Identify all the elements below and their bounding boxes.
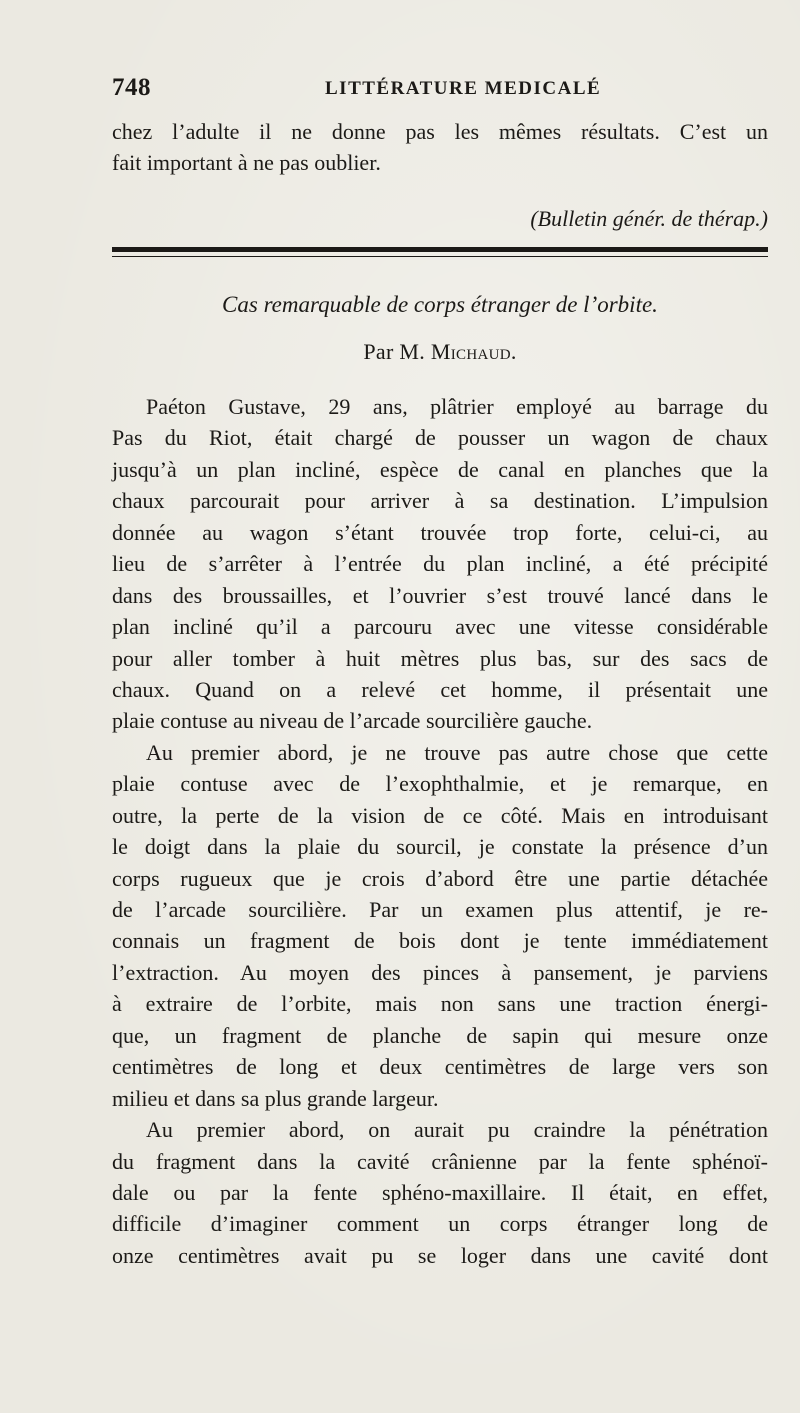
author-prefix: Par M. (363, 339, 426, 364)
page-number: 748 (112, 74, 151, 101)
source-citation: (Bulletin génér. de thérap.) (530, 206, 768, 231)
page-header (112, 74, 767, 106)
text-line: connais un fragment de bois dont je tente immédiatement (112, 928, 768, 954)
text-line: plan incliné qu’il a parcouru avec une vitesse considérable (112, 614, 768, 640)
text-line: lieu de s’arrêter à l’entrée du plan incliné, a été précipité (112, 551, 768, 577)
text-line: l’extraction. Au moyen des pinces à pansement, je parviens (112, 959, 768, 985)
text-line: du fragment dans la cavité crânienne par la fente sphénoï- (112, 1148, 768, 1174)
text-line: Paéton Gustave, 29 ans, plâtrier employé au barrage du (146, 394, 768, 419)
text-line: chez l’adulte il ne donne pas les mêmes résultats. C’est un (112, 119, 768, 144)
text-line: dale ou par la fente sphéno-maxillaire. Il était, en effet, (112, 1179, 768, 1205)
running-head: LITTÉRATURE MEDICALÉ (325, 78, 602, 99)
text-line: fait important à ne pas oublier. (112, 150, 381, 175)
text-line: corps rugueux que je crois d’abord être une partie détachée (112, 865, 768, 891)
text-line: que, un fragment de planche de sapin qui mesure onze (112, 1022, 768, 1048)
text-line: plaie contuse avec de l’exophthalmie, et je remarque, en (112, 771, 768, 797)
text-line: Au premier abord, je ne trouve pas autre chose que cette (146, 739, 768, 765)
text-line: Pas du Riot, était chargé de pousser un wagon de chaux (112, 425, 768, 451)
text-line: pour aller tomber à huit mètres plus bas, sur des sacs de (112, 645, 768, 671)
divider-thin-rule (112, 256, 768, 257)
text-line: centimètres de long et deux centimètres de large vers son (112, 1054, 768, 1080)
text-line: chaux. Quand on a relevé cet homme, il présentait une (112, 676, 768, 702)
text-line: difficile d’imaginer comment un corps étranger long de (112, 1211, 768, 1237)
text-line: donnée au wagon s’étant trouvée trop forte, celui-ci, au (112, 519, 768, 545)
text-line: outre, la perte de la vision de ce côté. Mais en introduisant (112, 802, 768, 828)
text-line: plaie contuse au niveau de l’arcade sourcilière gauche. (112, 708, 593, 734)
text-line: chaux parcourait pour arriver à sa destination. L’impulsion (112, 488, 768, 514)
section-divider (112, 247, 768, 257)
divider-thick-rule (112, 247, 768, 252)
text-line: à extraire de l’orbite, mais non sans une traction énergi- (112, 991, 768, 1017)
article-body (112, 391, 768, 1271)
text-line: de l’arcade sourcilière. Par un examen plus attentif, je re- (112, 897, 768, 922)
text-line: jusqu’à un plan incliné, espèce de canal en planches que la (112, 456, 768, 482)
article-title: Cas remarquable de corps étranger de l’orbite. (222, 292, 658, 317)
article-author (112, 339, 768, 365)
text-line: le doigt dans la plaie du sourcil, je constate la présence d’un (112, 834, 768, 860)
text-line: onze centimètres avait pu se loger dans une cavité dont (112, 1242, 768, 1268)
text-line: dans des broussailles, et l’ouvrier s’est trouvé lancé dans le (112, 582, 768, 608)
text-line: milieu et dans sa plus grande largeur. (112, 1085, 439, 1111)
text-line: Au premier abord, on aurait pu craindre la pénétration (146, 1117, 768, 1143)
continuation-paragraph (112, 116, 768, 178)
author-name: Michaud. (430, 339, 517, 364)
